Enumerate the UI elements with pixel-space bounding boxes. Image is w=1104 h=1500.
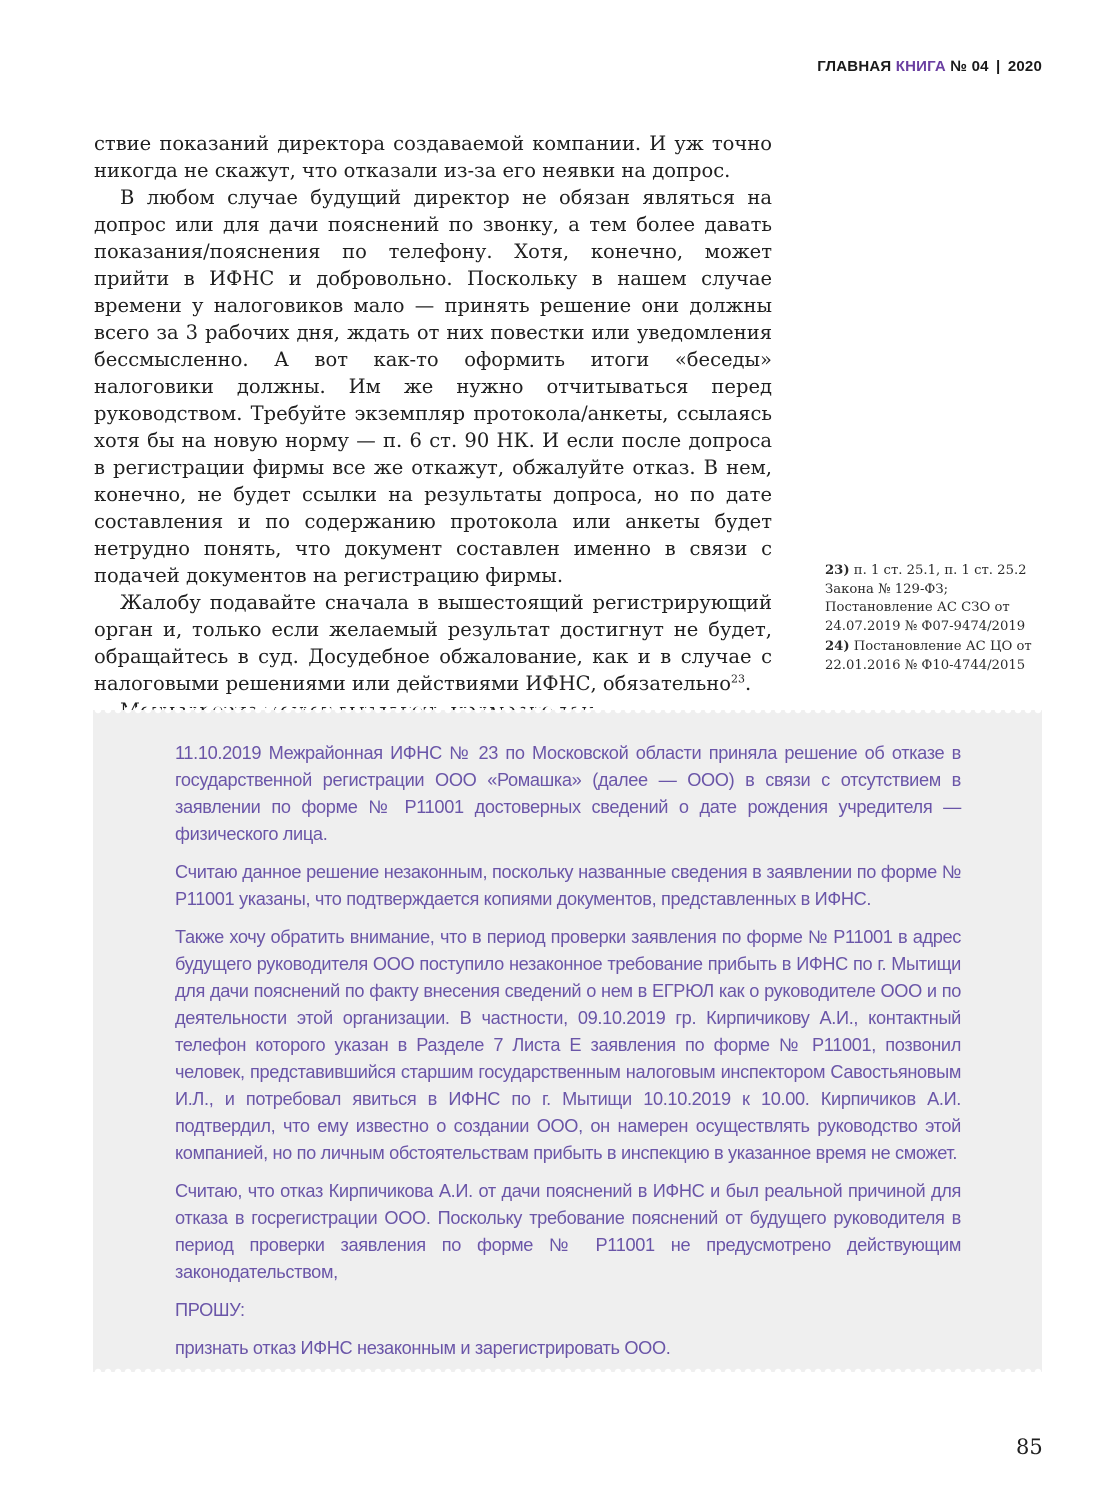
footnote-text: п. 1 ст. 25.1, п. 1 ст. 25.2 Закона № 129-ФЗ; Постановление АС СЗО от 24.07.2019 № Ф07-9474/2019: [825, 563, 1027, 634]
torn-edge-top: [93, 705, 1042, 715]
footnote-number: 23): [825, 563, 850, 578]
header-brand-part1: ГЛАВНАЯ: [817, 58, 892, 75]
footnote-reference: 23: [731, 672, 746, 686]
header-brand-part2: КНИГА: [895, 58, 946, 75]
torn-edge-bottom: [93, 1367, 1042, 1377]
sample-paragraph: 11.10.2019 Межрайонная ИФНС № 23 по Московской области приняла решение об отказе в государственной регистрации ООО «Ромашка» (далее — ООО) в связи с отсутствием в заявлении по форме № Р11001 достоверных сведений о дате рождения учредителя — физического лица.: [175, 743, 961, 844]
sample-request-heading: ПРОШУ:: [175, 1300, 245, 1320]
header-issue: № 04: [950, 58, 989, 75]
footnote-23: [825, 562, 1055, 636]
body-paragraph-text: Жалобу подавайте сначала в вышестоящий регистрирующий орган и, только если желаемый результат достигнут не будет, обращайтесь в суд. Досудебное обжалование, как и в случае с налоговыми решениями или действиями ИФНС, обязательно: [94, 591, 772, 695]
page-number: 85: [1016, 1435, 1043, 1459]
footnote-text: Постановление АС ЦО от 22.01.2016 № Ф10-4744/2015: [825, 639, 1032, 673]
header-separator: |: [996, 58, 1001, 75]
sample-complaint-text: [175, 740, 961, 1373]
body-paragraph: Жалобу подавайте сначала в вышестоящий регистрирующий орган и, только если желаемый результат достигнут не будет, обращайтесь в суд. Досудебное обжалование, как и в случае с налоговыми решениями или действиями ИФНС, обязательно$^{23}$.: [94, 591, 772, 695]
sample-paragraph: Считаю, что отказ Кирпичикова А.И. от дачи пояснений в ИФНС и был реальной причиной для отказа в госрегистрации ООО. Поскольку требование пояснений от будущего руководителя в период проверки заявления по форме № Р11001 не предусмотрено действующим законодательством,: [175, 1181, 961, 1282]
footnotes-sidebar: [825, 562, 1055, 677]
header-year: 2020: [1007, 58, 1042, 75]
footnote-24: [825, 638, 1055, 675]
sample-paragraph: Также хочу обратить внимание, что в период проверки заявления по форме № Р11001 в адрес будущего руководителя ООО поступило незаконное требование прибыть в ИФНС по г. Мытищи для дачи пояснений по факту внесения сведений о нем в ЕГРЮЛ как о руководителе ООО и по деятельности этой организации. В частности, 09.10.2019 гр. Кирпичикову А.И., контактный телефон которого указан в Разделе 7 Листа Е заявления по форме № Р11001, позвонил человек, представившийся старшим государственным налоговым инспектором Савостьяновым И.Л., и потребовал явиться в ИФНС по г. Мытищи 10.10.2019 к 10.00. Кирпичиков А.И. подтвердил, что ему известно о создании ООО, он намерен осуществлять руководство этой компанией, но по личным обстоятельствам прибыть в инспекцию в указанное время не сможет.: [175, 927, 961, 1163]
footnote-number: 24): [825, 639, 850, 654]
sample-paragraph: Считаю данное решение незаконным, поскольку названные сведения в заявлении по форме № Р11001 указаны, что подтверждается копиями документов, представленных в ИФНС.: [175, 862, 961, 909]
main-text-column: [94, 130, 772, 724]
sample-request-text: признать отказ ИФНС незаконным и зарегистрировать ООО.: [175, 1338, 671, 1358]
body-paragraph: ствие показаний директора создаваемой компании. И уж точно никогда не скажут, что отказали из-за его неявки на допрос.: [94, 132, 772, 182]
running-header: [817, 58, 1042, 75]
body-paragraph: В любом случае будущий директор не обязан являться на допрос или для дачи пояснений по звонку, а тем более давать показания/пояснения по телефону. Хотя, конечно, может прийти в ИФНС и добровольно. Поскольку в нашем случае времени у налоговиков мало — принять решение они должны всего за 3 рабочих дня, ждать от них повестки или уведомления бессмысленно. А вот как-то оформить итоги «беседы» налоговики должны. Им же нужно отчитываться перед руководством. Требуйте экземпляр протокола/анкеты, ссылаясь хотя бы на новую норму — п. 6 ст. 90 НК. И если после допроса в регистрации фирмы все же откажут, обжалуйте отказ. В нем, конечно, не будет ссылки на результаты допроса, но по дате составления и по содержанию протокола или анкеты будет нетрудно понять, что документ составлен именно в связи с подачей документов на регистрацию фирмы.: [94, 186, 772, 587]
sample-complaint-box: [93, 710, 1042, 1372]
